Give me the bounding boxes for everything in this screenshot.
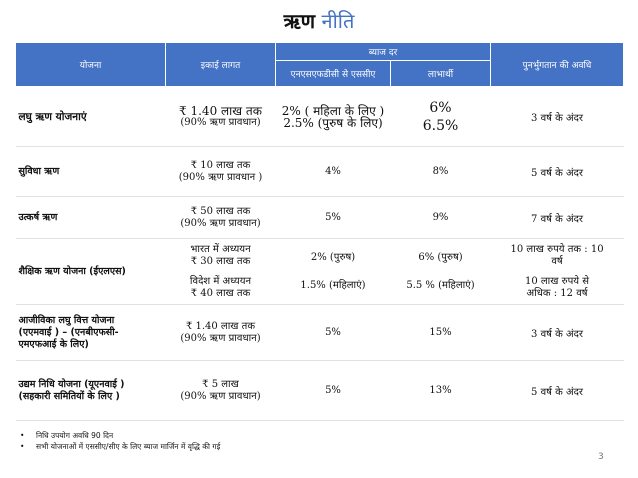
unit-cost-line: (90% ऋण प्रावधान) bbox=[180, 116, 261, 128]
sca-rate-line: 2% ( महिला के लिए ) bbox=[281, 103, 385, 118]
page-number: 3 bbox=[598, 452, 604, 462]
unit-cost-line: ₹ 5 लाख bbox=[202, 378, 239, 390]
repayment-line: 10 लाख रुपये से bbox=[525, 275, 590, 287]
sca-rate-line: 2.5% (पुरुष के लिए) bbox=[283, 115, 383, 130]
scheme-name-line: एमएफआई के लिए) bbox=[18, 338, 89, 350]
beneficiary-rate-cell: 8% bbox=[391, 147, 491, 197]
repayment-cell: 5 वर्ष के अंदर bbox=[491, 147, 624, 197]
sca-rate-line: 2% (पुरुष) bbox=[310, 251, 356, 263]
sca-rate-cell bbox=[276, 87, 391, 147]
header-unit-cost: इकाई लागत bbox=[166, 43, 276, 87]
unit-cost-line: ₹ 40 लाख तक bbox=[190, 287, 251, 299]
footnote-item bbox=[20, 441, 220, 452]
scheme-name-line: (सहकारी समितियों के लिए ) bbox=[18, 390, 120, 402]
repayment-line: 10 लाख रुपये तक : 10 bbox=[510, 243, 604, 255]
scheme-name: लघु ऋण योजनाएं bbox=[16, 87, 166, 147]
repayment-line: अधिक : 12 वर्ष bbox=[526, 287, 588, 299]
beneficiary-rate-line: 5.5 % (महिलाएं) bbox=[406, 279, 475, 291]
bullet-icon: • bbox=[20, 442, 25, 451]
scheme-name bbox=[16, 361, 166, 421]
unit-cost-line: भारत में अध्ययन bbox=[190, 243, 251, 255]
unit-cost-line: (90% ऋण प्रावधान) bbox=[180, 332, 261, 344]
sca-rate-cell bbox=[276, 239, 391, 305]
table-row bbox=[16, 147, 624, 197]
scheme-name: शैक्षिक ऋण योजना (ईएलएस) bbox=[16, 239, 166, 305]
title-bold: ऋण bbox=[283, 9, 316, 33]
beneficiary-rate-cell: 9% bbox=[391, 197, 491, 239]
repayment-cell bbox=[491, 239, 624, 305]
sca-rate-line: 1.5% (महिलाएं) bbox=[300, 279, 366, 291]
footnote-text: निधि उपयोग अवधि 90 दिन bbox=[36, 431, 114, 440]
table-row bbox=[16, 197, 624, 239]
header-nsfdc-to-sca: एनएसएफडीसी से एससीए bbox=[276, 61, 391, 87]
unit-cost-line: ₹ 30 लाख तक bbox=[190, 255, 251, 267]
beneficiary-rate-cell bbox=[391, 87, 491, 147]
table-row bbox=[16, 361, 624, 421]
loan-policy-table bbox=[15, 42, 624, 421]
footnote-text: सभी योजनाओं में एससीए/सीए के लिए ब्याज मार्जिन में वृद्धि की गई bbox=[36, 442, 221, 451]
table-row bbox=[16, 239, 624, 305]
beneficiary-rate-line: 6% (पुरुष) bbox=[418, 251, 463, 263]
repayment-cell: 5 वर्ष के अंदर bbox=[491, 361, 624, 421]
beneficiary-rate-line: 6.5% bbox=[422, 117, 459, 134]
unit-cost-line: विदेश में अध्ययन bbox=[189, 275, 252, 287]
sca-rate-cell: 5% bbox=[276, 361, 391, 421]
sca-rate-cell: 4% bbox=[276, 147, 391, 197]
scheme-name: सुविधा ऋण bbox=[16, 147, 166, 197]
beneficiary-rate-line: 6% bbox=[429, 99, 452, 116]
scheme-name-line: आजीविका लघु वित्त योजना bbox=[18, 314, 115, 326]
unit-cost-line: (90% ऋण प्रावधान) bbox=[180, 390, 261, 402]
unit-cost-line: ₹ 10 लाख तक bbox=[190, 159, 251, 171]
unit-cost-cell bbox=[166, 147, 276, 197]
footnote-list bbox=[20, 430, 220, 452]
footnote-item bbox=[20, 430, 220, 441]
title-light: नीति bbox=[321, 9, 355, 33]
header-interest-rate: ब्याज दर bbox=[276, 43, 491, 61]
sca-rate-cell: 5% bbox=[276, 197, 391, 239]
table-row bbox=[16, 305, 624, 361]
scheme-name bbox=[16, 305, 166, 361]
repayment-line: वर्ष bbox=[551, 255, 563, 267]
unit-cost-line: (90% ऋण प्रावधान) bbox=[180, 217, 261, 229]
unit-cost-cell bbox=[166, 305, 276, 361]
scheme-name-line: उद्यम निधि योजना (यूएनवाई ) bbox=[18, 378, 125, 390]
unit-cost-cell bbox=[166, 361, 276, 421]
repayment-cell: 3 वर्ष के अंदर bbox=[491, 87, 624, 147]
header-beneficiary: लाभार्थी bbox=[391, 61, 491, 87]
sca-rate-cell: 5% bbox=[276, 305, 391, 361]
beneficiary-rate-cell bbox=[391, 239, 491, 305]
unit-cost-line: (90% ऋण प्रावधान ) bbox=[178, 171, 263, 183]
unit-cost-cell bbox=[166, 87, 276, 147]
scheme-name-line: (एएमवाई ) – (एनबीएफसी- bbox=[18, 326, 119, 338]
scheme-name: उत्कर्ष ऋण bbox=[16, 197, 166, 239]
beneficiary-rate-cell: 15% bbox=[391, 305, 491, 361]
table-row bbox=[16, 87, 624, 147]
header-repayment: पुनर्भुगतान की अवधि bbox=[491, 43, 624, 87]
repayment-cell: 7 वर्ष के अंदर bbox=[491, 197, 624, 239]
unit-cost-cell bbox=[166, 239, 276, 305]
beneficiary-rate-cell: 13% bbox=[391, 361, 491, 421]
unit-cost-line: ₹ 1.40 लाख तक bbox=[179, 103, 262, 118]
unit-cost-cell bbox=[166, 197, 276, 239]
bullet-icon: • bbox=[20, 431, 25, 440]
header-scheme: योजना bbox=[16, 43, 166, 87]
unit-cost-line: ₹ 50 लाख तक bbox=[190, 205, 251, 217]
unit-cost-line: ₹ 1.40 लाख तक bbox=[185, 320, 256, 332]
repayment-cell: 3 वर्ष के अंदर bbox=[491, 305, 624, 361]
slide-title bbox=[0, 8, 638, 34]
